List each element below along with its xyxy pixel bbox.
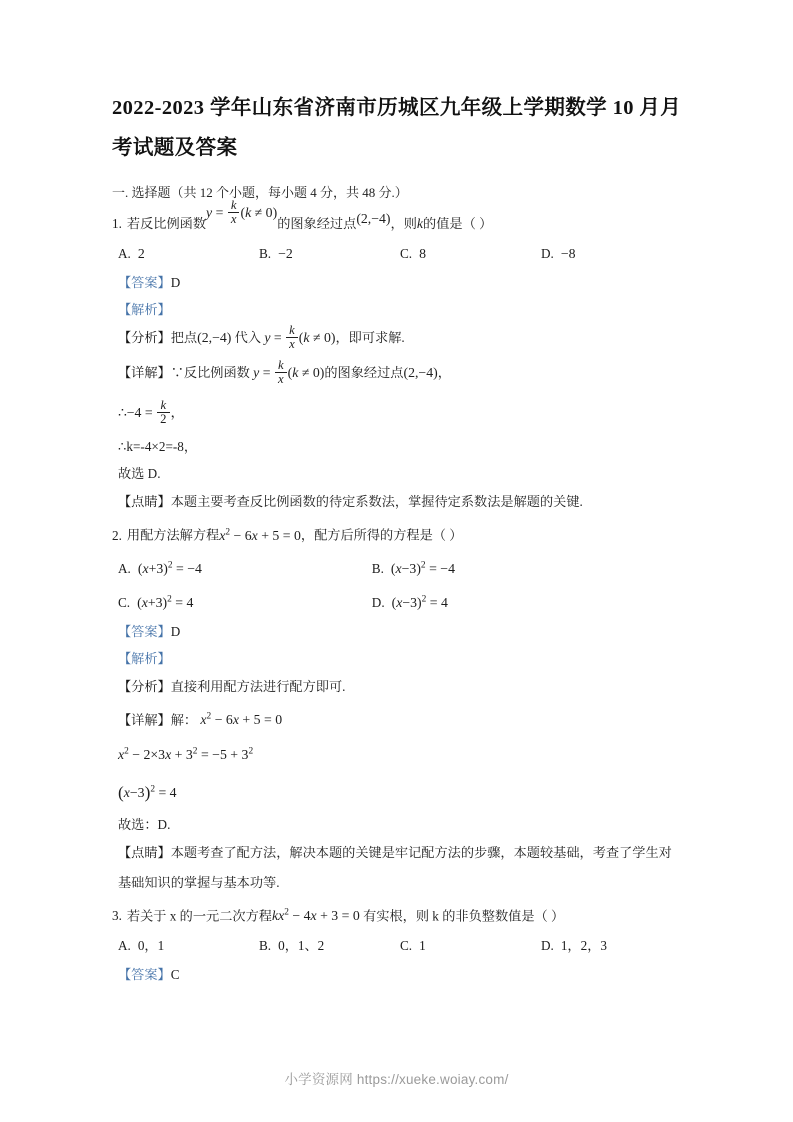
question-2-stem	[112, 517, 682, 551]
question-2-conclusion: 故选：D.	[118, 816, 171, 832]
question-2-options-row-1	[112, 551, 682, 585]
question-2-xiangjie-equation: $x^2 - 6x + 5 = 0$	[200, 711, 283, 728]
question-2-number: 2.	[112, 527, 122, 543]
question-3-number: 3.	[112, 908, 122, 924]
question-1-xiangjie-a: ∵反比例函数	[170, 365, 250, 380]
question-1-option-c[interactable]: C. 8	[400, 246, 426, 261]
question-1-answer-row	[112, 269, 682, 296]
question-1-step-1-fraction: $\frac{k}{2}$	[157, 399, 169, 426]
question-1-analysis-tag-row	[112, 296, 682, 323]
dianjing-tag: 【点睛】	[118, 844, 171, 860]
question-1-stem-var: k	[416, 216, 424, 231]
question-2-answer-row	[112, 618, 682, 645]
fenxi-tag: 【分析】	[118, 678, 171, 694]
question-1-stem-mid: 的图象经过点	[277, 216, 357, 231]
question-2-option-a[interactable]: A. $(x+3)^2 = -4$	[118, 560, 202, 577]
document-body	[112, 88, 682, 988]
question-1-answer-value: D	[170, 275, 181, 290]
dianjing-tag: 【点睛】	[118, 494, 171, 509]
question-1-xiangjie-c: ，	[437, 365, 451, 380]
answer-tag: 【答案】	[118, 623, 171, 639]
section-heading-choice: 一. 选择题（共 12 个小题，每小题 4 分，共 48 分.）	[112, 185, 408, 200]
question-1-step-1-prefix: ∴	[118, 405, 127, 420]
question-1-stem-end: 的值是（ ）	[423, 216, 493, 231]
question-1-fenxi	[112, 323, 682, 353]
question-2-option-b[interactable]: B. $(x-3)^2 = -4$	[371, 560, 455, 577]
question-2-fenxi-text: 直接利用配方法进行配方即可.	[170, 678, 346, 694]
question-3-option-a[interactable]: A. 0，1	[118, 938, 165, 954]
answer-tag: 【答案】	[118, 275, 171, 290]
question-2-xiangjie-prefix: 解：	[170, 712, 198, 728]
question-1-fenxi-b: 代入	[234, 330, 262, 345]
question-3-answer-row	[112, 961, 682, 988]
question-2-work-line-1: $x^2 - 2\times 3x + 3^2 = -5 + 3^2$	[118, 746, 254, 762]
analysis-tag: 【解析】	[118, 302, 171, 317]
analysis-tag: 【解析】	[118, 650, 171, 666]
question-1-step-1-lhs: −4 =	[126, 405, 153, 420]
question-3-option-c[interactable]: C. 1	[400, 938, 426, 954]
question-1-step-1-suffix: ，	[170, 405, 185, 420]
question-2-stem-before: 用配方法解方程	[126, 527, 220, 543]
question-1-number: 1.	[112, 216, 122, 231]
question-3-stem-before: 若关于 x 的一元二次方程	[126, 908, 272, 924]
answer-tag: 【答案】	[118, 967, 171, 983]
question-1-step-2: ∴k=-4×2=-8，	[118, 439, 198, 454]
xiangjie-tag: 【详解】	[118, 365, 171, 380]
question-1-step-1	[112, 393, 682, 433]
question-3-answer-value: C	[170, 967, 180, 983]
question-2-dianjing	[112, 838, 682, 898]
question-1-option-d[interactable]: D. −8	[541, 246, 576, 261]
footer-watermark: 小学资源网 https://xueke.woiay.com/	[284, 1072, 509, 1087]
question-2-dianjing-text: 本题考查了配方法，解决本题的关键是牢记配方法的步骤，本题较基础，考查了学生对基础知识的掌握与基本功等.	[118, 844, 672, 890]
question-2-stem-equation: $x^2 - 6x + 5 = 0$	[219, 527, 301, 543]
question-1-conclusion: 故选 D.	[118, 466, 161, 481]
question-2-answer-value: D	[170, 623, 181, 639]
question-1-fenxi-formula: y = $\frac{k}{x}$ (k ≠ 0)	[264, 323, 336, 352]
question-1-stem-point: (2,−4)	[356, 211, 391, 226]
question-2-xiangjie	[112, 702, 682, 736]
question-1-xiangjie-point: (2,−4)	[403, 365, 438, 380]
question-3-option-d[interactable]: D. 1，2，3	[541, 938, 607, 954]
question-1-stem-formula: y = $\frac{k}{x}$ (k ≠ 0)	[206, 198, 278, 227]
question-2-options-row-2	[112, 584, 682, 618]
question-2-stem-after: ，配方后所得的方程是（ ）	[300, 527, 463, 543]
question-1-dianjing	[112, 487, 682, 517]
question-1-stem-before: 若反比例函数	[126, 216, 207, 231]
question-1-stem-after: ，则	[390, 216, 417, 231]
question-1-xiangjie	[112, 353, 682, 393]
question-1-fenxi-a: 把点	[170, 330, 198, 345]
question-1-fenxi-point: (2,−4)	[197, 330, 232, 345]
question-3-stem	[112, 898, 682, 932]
question-2-option-c[interactable]: C. $(x+3)^2 = 4$	[118, 594, 194, 610]
question-2-option-d[interactable]: D. $(x-3)^2 = 4$	[371, 594, 448, 610]
page-title: 2022-2023 学年山东省济南市历城区九年级上学期数学 10 月月考试题及答案	[112, 97, 682, 159]
question-3-options	[112, 931, 682, 961]
question-1-options	[112, 239, 682, 269]
question-1-xiangjie-formula: y = $\frac{k}{x}$ (k ≠ 0)	[253, 358, 325, 387]
question-1-xiangjie-b: 的图象经过点	[324, 365, 404, 380]
xiangjie-tag: 【详解】	[118, 712, 171, 728]
question-2-fenxi	[112, 672, 682, 702]
question-1-dianjing-text: 本题主要考查反比例函数的待定系数法，掌握待定系数法是解题的关键.	[170, 494, 583, 509]
question-3-stem-after: 有实根，则 k 的非负整数值是（ ）	[363, 908, 565, 924]
question-3-stem-equation: $kx^2 - 4x + 3 = 0$	[271, 907, 360, 924]
question-2-work-line-2: $(x-3)^2 = 4$	[118, 782, 177, 802]
question-3-option-b[interactable]: B. 0，1、2	[259, 938, 325, 954]
fenxi-tag: 【分析】	[118, 330, 171, 345]
question-1-option-b[interactable]: B. −2	[259, 246, 293, 261]
question-2-analysis-tag-row	[112, 645, 682, 672]
question-1-fenxi-c: ，即可求解.	[335, 330, 405, 345]
question-1-option-a[interactable]: A. 2	[118, 246, 145, 261]
question-1-stem	[112, 198, 682, 239]
